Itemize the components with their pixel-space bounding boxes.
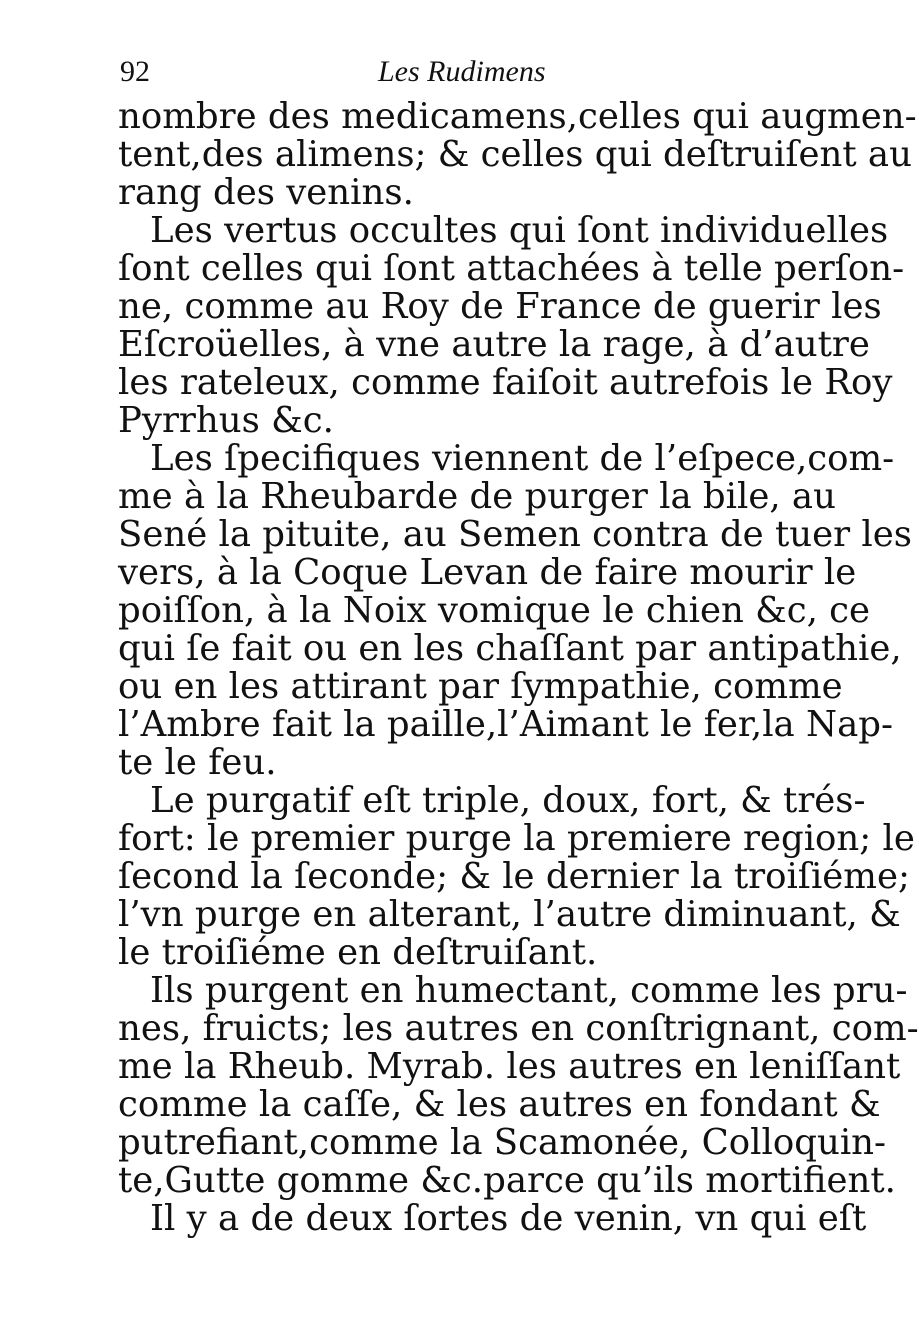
text-line: putrefiant,comme la Scamonée, Colloquin- <box>118 1122 887 1163</box>
text-line: vers, à la Coque Levan de faire mourir le <box>118 552 857 593</box>
text-line: tent,des alimens; & celles qui deſtruiſent au <box>118 134 912 175</box>
text-line: nombre des medicamens,celles qui augmen- <box>118 96 917 137</box>
text-line: le troiſiéme en deſtruiſant. <box>118 932 598 973</box>
text-line: Il y a de deux ſortes de venin, vn qui eſt <box>150 1198 867 1239</box>
text-line: te,Gutte gomme &c.parce qu’ils mortifient. <box>118 1160 896 1201</box>
text-line: ſecond la ſeconde; & le dernier la troiſiéme; <box>118 856 910 897</box>
text-line: Sené la pituite, au Semen contra de tuer les <box>118 514 912 555</box>
text-line: poiſſon, à la Noix vomique le chien &c, ce <box>118 590 871 631</box>
text-line: Les vertus occultes qui ſont individuelles <box>150 210 889 251</box>
text-line: ou en les attirant par ſympathie, comme <box>118 666 843 707</box>
text-line: Les ſpecifiques viennent de l’eſpece,com- <box>150 438 895 479</box>
text-line: les rateleux, comme faiſoit autrefois le Roy <box>118 362 893 403</box>
text-line: me à la Rheubarde de purger la bile, au <box>118 476 836 517</box>
page-number: 92 <box>120 55 150 88</box>
running-title: Les Rudimens <box>378 55 546 88</box>
text-line: Pyrrhus &c. <box>118 400 334 441</box>
text-line: l’vn purge en alterant, l’autre diminuant, & <box>118 894 901 935</box>
text-line: me la Rheub. Myrab. les autres en leniſſant <box>118 1046 901 1087</box>
text-line: rang des venins. <box>118 172 414 213</box>
text-line: qui ſe fait ou en les chaſſant par antipathie, <box>118 628 902 669</box>
text-line: ſont celles qui ſont attachées à telle perſon- <box>118 248 905 289</box>
text-line: nes, fruicts; les autres en conſtrignant, com- <box>118 1008 919 1049</box>
text-line: fort: le premier purge la premiere region; le <box>118 818 915 859</box>
text-line: Le purgatif eſt triple, doux, fort, & trés- <box>150 780 866 821</box>
text-line: Ils purgent en humectant, comme les pru- <box>150 970 908 1011</box>
text-line: l’Ambre fait la paille,l’Aimant le fer,la Nap- <box>118 704 893 745</box>
text-line: ne, comme au Roy de France de guerir les <box>118 286 882 327</box>
text-line: te le feu. <box>118 742 277 783</box>
text-line: comme la caſſe, & les autres en fondant & <box>118 1084 881 1125</box>
text-line: Eſcroüelles, à vne autre la rage, à d’autre <box>118 324 870 365</box>
